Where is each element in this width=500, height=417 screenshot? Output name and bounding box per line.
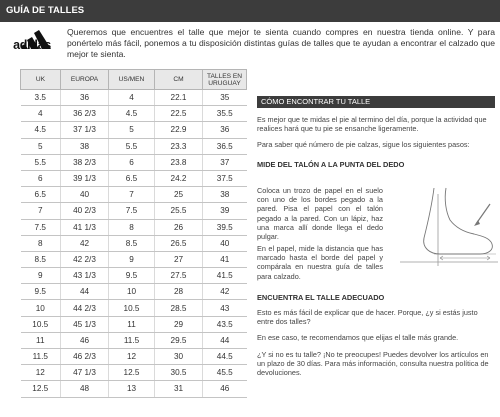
measure-title: MIDE DEL TALÓN A LA PUNTA DEL DEDO [257,160,405,169]
cell-us-men: 12.5 [109,365,155,381]
intro-text: Queremos que encuentres el talle que mejor te sienta cuando compres en nuestra tienda online. Y para ponértelo más fácil, ponemos a tu disposición distintas guías de talles que te ayudan a encontrar el calzado que mejor te sienta. [67,27,495,59]
cell-us-men: 9 [109,251,155,267]
fit-title: ENCUENTRA EL TALLE ADECUADO [257,293,385,302]
cell-us-men: 6.5 [109,170,155,186]
cell-us-men: 4.5 [109,106,155,122]
cell-us-men: 10.5 [109,300,155,316]
cell-europa: 45 1/3 [61,316,109,332]
cell-uk: 8 [21,235,61,251]
cell-us-men: 8.5 [109,235,155,251]
cell-uruguay: 37.5 [203,170,247,186]
table-header-row [21,70,247,90]
cell-uruguay: 42 [203,284,247,300]
cell-uk: 10.5 [21,316,61,332]
cell-us-men: 5.5 [109,138,155,154]
table-row [21,381,247,397]
cell-europa: 40 [61,187,109,203]
cell-cm: 23.3 [155,138,203,154]
cell-uk: 11.5 [21,349,61,365]
cell-europa: 38 2/3 [61,154,109,170]
cell-us-men: 13 [109,381,155,397]
cell-uruguay: 46 [203,381,247,397]
cell-europa: 36 2/3 [61,106,109,122]
cell-us-men: 4 [109,90,155,106]
cell-uruguay: 44.5 [203,349,247,365]
cell-cm: 24.2 [155,170,203,186]
cell-uruguay: 35 [203,90,247,106]
table-row [21,235,247,251]
table-row [21,122,247,138]
cell-uk: 9.5 [21,284,61,300]
table-row [21,365,247,381]
table-row [21,90,247,106]
table-row [21,268,247,284]
cell-europa: 40 2/3 [61,203,109,219]
cell-uruguay: 40 [203,235,247,251]
table-row [21,170,247,186]
cell-uk: 11 [21,332,61,348]
cell-uk: 5 [21,138,61,154]
fit-paragraph-1: Esto es más fácil de explicar que de hacer. Porque, ¿y si estás justo entre dos talles? [257,308,478,327]
cell-uruguay: 45.5 [203,365,247,381]
cell-uk: 3.5 [21,90,61,106]
cell-uruguay: 37 [203,154,247,170]
table-row [21,349,247,365]
cell-cm: 26 [155,219,203,235]
table-row [21,138,247,154]
cell-us-men: 11.5 [109,332,155,348]
guide-paragraph-1: Es mejor que te midas el pie al termino del día, porque la actividad que realices hará que tu pie se ensanche ligeramente. [257,115,487,134]
measure-instructions-1: Coloca un trozo de papel en el suelo con uno de los bordes pegado a la pared. Pisa el papel con el talón pegado a la pared. Con un lápiz, haz una marca allí donde llega el dedo pulgar. [257,186,383,242]
measure-instructions-2: En el papel, mide la distancia que has marcado hasta el borde del papel y compárala en nuestra guía de talles para calzado. [257,244,383,281]
cell-us-men: 5 [109,122,155,138]
cell-us-men: 8 [109,219,155,235]
cell-europa: 47 1/3 [61,365,109,381]
cell-uruguay: 36.5 [203,138,247,154]
cell-europa: 37 1/3 [61,122,109,138]
cell-uruguay: 35.5 [203,106,247,122]
table-row [21,187,247,203]
cell-europa: 42 [61,235,109,251]
cell-cm: 25 [155,187,203,203]
cell-europa: 46 2/3 [61,349,109,365]
column-header-europa: EUROPA [61,70,109,90]
cell-europa: 38 [61,138,109,154]
cell-cm: 22.5 [155,106,203,122]
cell-uk: 10 [21,300,61,316]
guide-paragraph-2: Para saber qué número de pie calzas, sigue los siguientes pasos: [257,140,470,149]
cell-cm: 29 [155,316,203,332]
table-row [21,203,247,219]
fit-paragraph-2: En ese caso, te recomendamos que elijas el talle más grande. [257,333,459,342]
cell-uk: 7 [21,203,61,219]
table-row [21,251,247,267]
cell-us-men: 10 [109,284,155,300]
cell-uk: 8.5 [21,251,61,267]
cell-uk: 6 [21,170,61,186]
cell-europa: 48 [61,381,109,397]
table-row [21,332,247,348]
fit-paragraph-3: ¿Y si no es tu talle? ¡No te preocupes! Puedes devolver los artículos en un plazo de 30 días. Para más información, consulta nuestra política de devoluciones. [257,350,489,378]
cell-uruguay: 41 [203,251,247,267]
cell-uruguay: 44 [203,332,247,348]
cell-uk: 4.5 [21,122,61,138]
cell-europa: 46 [61,332,109,348]
cell-uk: 5.5 [21,154,61,170]
cell-europa: 44 2/3 [61,300,109,316]
cell-us-men: 7 [109,187,155,203]
cell-uruguay: 39.5 [203,219,247,235]
column-header-us-men: US/MEN [109,70,155,90]
cell-cm: 27.5 [155,268,203,284]
table-row [21,316,247,332]
column-header-cm: CM [155,70,203,90]
cell-us-men: 11 [109,316,155,332]
cell-europa: 41 1/3 [61,219,109,235]
cell-uruguay: 43.5 [203,316,247,332]
cell-uruguay: 39 [203,203,247,219]
cell-us-men: 9.5 [109,268,155,284]
cell-europa: 36 [61,90,109,106]
cell-uruguay: 41.5 [203,268,247,284]
cell-europa: 43 1/3 [61,268,109,284]
table-row [21,106,247,122]
cell-uk: 7.5 [21,219,61,235]
cell-europa: 44 [61,284,109,300]
cell-uk: 9 [21,268,61,284]
cell-cm: 30.5 [155,365,203,381]
brand-name: adidas [13,38,51,52]
column-header-uk: UK [21,70,61,90]
cell-uruguay: 36 [203,122,247,138]
cell-cm: 28.5 [155,300,203,316]
cell-cm: 23.8 [155,154,203,170]
cell-cm: 22.9 [155,122,203,138]
cell-us-men: 7.5 [109,203,155,219]
page-title: GUÍA DE TALLES [0,0,500,22]
table-row [21,284,247,300]
cell-uk: 12.5 [21,381,61,397]
cell-cm: 27 [155,251,203,267]
foot-measure-illustration [394,174,500,270]
table-row [21,300,247,316]
cell-us-men: 12 [109,349,155,365]
cell-cm: 31 [155,381,203,397]
cell-uk: 4 [21,106,61,122]
table-row [21,154,247,170]
cell-europa: 39 1/3 [61,170,109,186]
cell-us-men: 6 [109,154,155,170]
size-table [20,69,247,398]
cell-uk: 6.5 [21,187,61,203]
cell-europa: 42 2/3 [61,251,109,267]
cell-cm: 28 [155,284,203,300]
table-row [21,219,247,235]
column-header-uruguay: TALLES EN URUGUAY [203,70,247,90]
cell-uruguay: 43 [203,300,247,316]
cell-cm: 22.1 [155,90,203,106]
cell-uruguay: 38 [203,187,247,203]
guide-section-header: CÓMO ENCONTRAR TU TALLE [257,96,495,108]
cell-cm: 25.5 [155,203,203,219]
cell-uk: 12 [21,365,61,381]
cell-cm: 26.5 [155,235,203,251]
cell-cm: 29.5 [155,332,203,348]
cell-cm: 30 [155,349,203,365]
